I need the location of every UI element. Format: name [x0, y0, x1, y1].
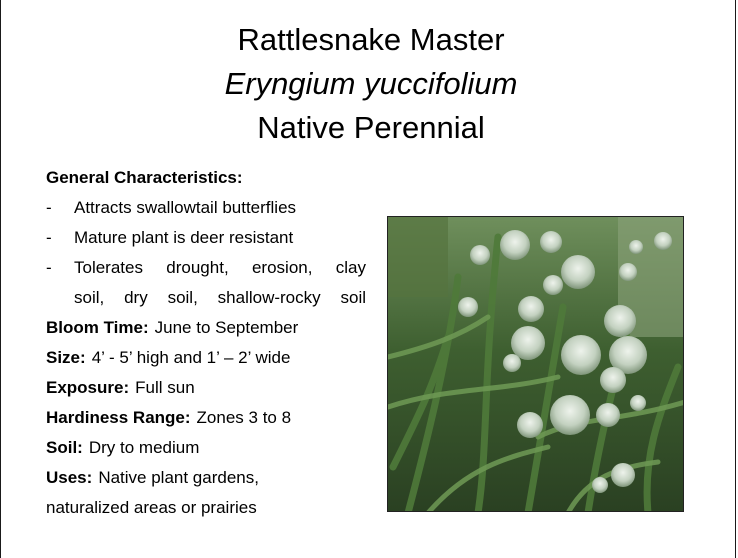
characteristics [46, 163, 366, 523]
scientific-name: Eryngium yuccifolium [224, 66, 518, 101]
exposure [46, 373, 366, 403]
hardiness-label: Hardiness Range: [46, 408, 191, 427]
hardiness-value: Zones 3 to 8 [196, 408, 292, 427]
bullet-item [46, 223, 366, 253]
plant-type: Native Perennial [257, 110, 485, 145]
uses [46, 463, 366, 493]
uses-value-line2: naturalized areas or prairies [46, 498, 257, 517]
uses-label: Uses: [46, 468, 93, 487]
bullet-text-line2: soil, dry soil, shallow-rocky soil [74, 288, 366, 307]
hardiness-range [46, 403, 366, 433]
size-label: Size: [46, 348, 86, 367]
title-block [1, 18, 738, 150]
soil-value: Dry to medium [88, 438, 200, 457]
bullet-dash: - [46, 198, 52, 217]
size [46, 343, 366, 373]
soil [46, 433, 366, 463]
bloom-value: June to September [154, 318, 299, 337]
bullet-text-line1: Tolerates drought, erosion, clay [74, 258, 366, 277]
bullet-item [46, 193, 366, 223]
bullet-dash: - [46, 258, 52, 277]
plant-photo-illustration [388, 217, 684, 512]
exposure-value: Full sun [135, 378, 195, 397]
bullet-text: Mature plant is deer resistant [74, 228, 294, 247]
bullet-item [46, 253, 366, 313]
common-name: Rattlesnake Master [237, 22, 505, 57]
bullet-dash: - [46, 228, 52, 247]
uses-value: Native plant gardens, [98, 468, 259, 487]
general-heading: General Characteristics: [46, 168, 243, 187]
bullet-text: Attracts swallowtail butterflies [74, 198, 297, 217]
bloom-label: Bloom Time: [46, 318, 149, 337]
plant-photo [387, 216, 684, 512]
bloom-time [46, 313, 366, 343]
exposure-label: Exposure: [46, 378, 130, 397]
soil-label: Soil: [46, 438, 83, 457]
size-value: 4’ - 5’ high and 1’ – 2’ wide [91, 348, 291, 367]
